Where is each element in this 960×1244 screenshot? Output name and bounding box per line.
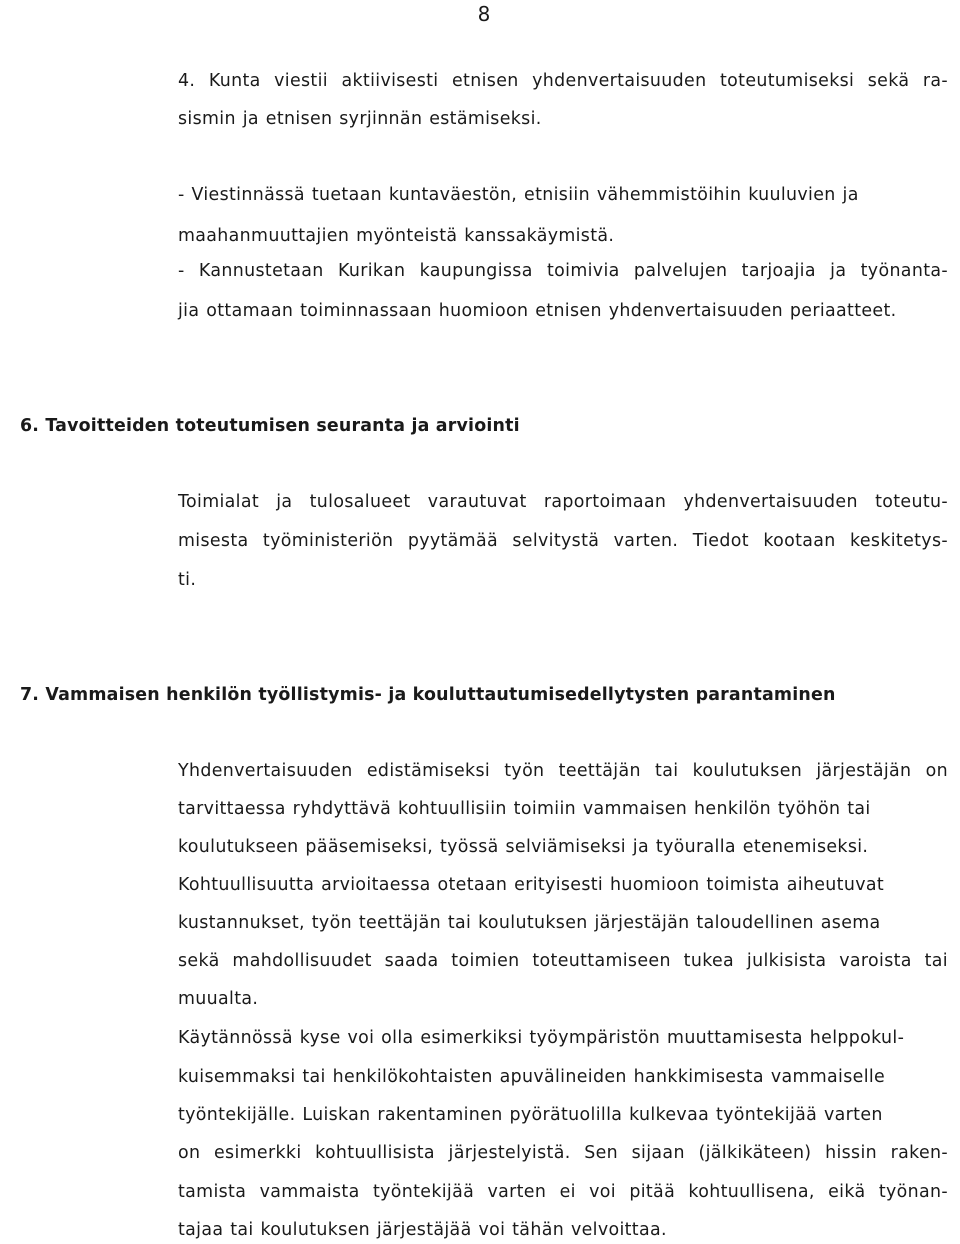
text-line: - Kannustetaan Kurikan kaupungissa toimivia palvelujen tarjoajia ja työnanta- <box>178 261 948 281</box>
text-line: kuisemmaksi tai henkilökohtaisten apuvälineiden hankkimisesta vammaiselle <box>178 1067 886 1087</box>
text-line: - Viestinnässä tuetaan kuntaväestön, etnisiin vähemmistöihin kuuluvien ja <box>178 185 859 205</box>
text-line: sekä mahdollisuudet saada toimien toteuttamiseen tukea julkisista varoista tai <box>178 951 948 971</box>
text-line: kustannukset, työn teettäjän tai koulutuksen järjestäjän taloudellinen asema <box>178 913 881 933</box>
section-7-heading: 7. Vammaisen henkilön työllistymis- ja kouluttautumisedellytysten parantaminen <box>20 685 836 705</box>
text-line: sismin ja etnisen syrjinnän estämiseksi. <box>178 109 542 129</box>
text-line: Yhdenvertaisuuden edistämiseksi työn teettäjän tai koulutuksen järjestäjän on <box>178 761 948 781</box>
section-6-heading: 6. Tavoitteiden toteutumisen seuranta ja arviointi <box>20 416 520 436</box>
page-number: 8 <box>477 2 491 26</box>
text-line: muualta. <box>178 989 259 1009</box>
text-line: tamista vammaista työntekijää varten ei voi pitää kohtuullisena, eikä työnan- <box>178 1182 948 1202</box>
text-line: Käytännössä kyse voi olla esimerkiksi työympäristön muuttamisesta helppokul- <box>178 1028 905 1048</box>
text-line: maahanmuuttajien myönteistä kanssakäymistä. <box>178 226 615 246</box>
text-line: 4. Kunta viestii aktiivisesti etnisen yhdenvertaisuuden toteutumiseksi sekä ra- <box>178 71 948 91</box>
text-line: työntekijälle. Luiskan rakentaminen pyörätuolilla kulkevaa työntekijää varten <box>178 1105 883 1125</box>
text-line: Kohtuullisuutta arvioitaessa otetaan erityisesti huomioon toimista aiheutuvat <box>178 875 885 895</box>
text-line: tajaa tai koulutuksen järjestäjää voi tähän velvoittaa. <box>178 1220 667 1240</box>
text-line: ti. <box>178 570 197 590</box>
text-line: jia ottamaan toiminnassaan huomioon etnisen yhdenvertaisuuden periaatteet. <box>178 301 897 321</box>
text-line: on esimerkki kohtuullisista järjestelyistä. Sen sijaan (jälkikäteen) hissin raken- <box>178 1143 948 1163</box>
text-line: Toimialat ja tulosalueet varautuvat raportoimaan yhdenvertaisuuden toteutu- <box>178 492 948 512</box>
text-line: koulutukseen pääsemiseksi, työssä selviämiseksi ja työuralla etenemiseksi. <box>178 837 869 857</box>
text-line: misesta työministeriön pyytämää selvitystä varten. Tiedot kootaan keskitetys- <box>178 531 948 551</box>
text-line: tarvittaessa ryhdyttävä kohtuullisiin toimiin vammaisen henkilön työhön tai <box>178 799 871 819</box>
